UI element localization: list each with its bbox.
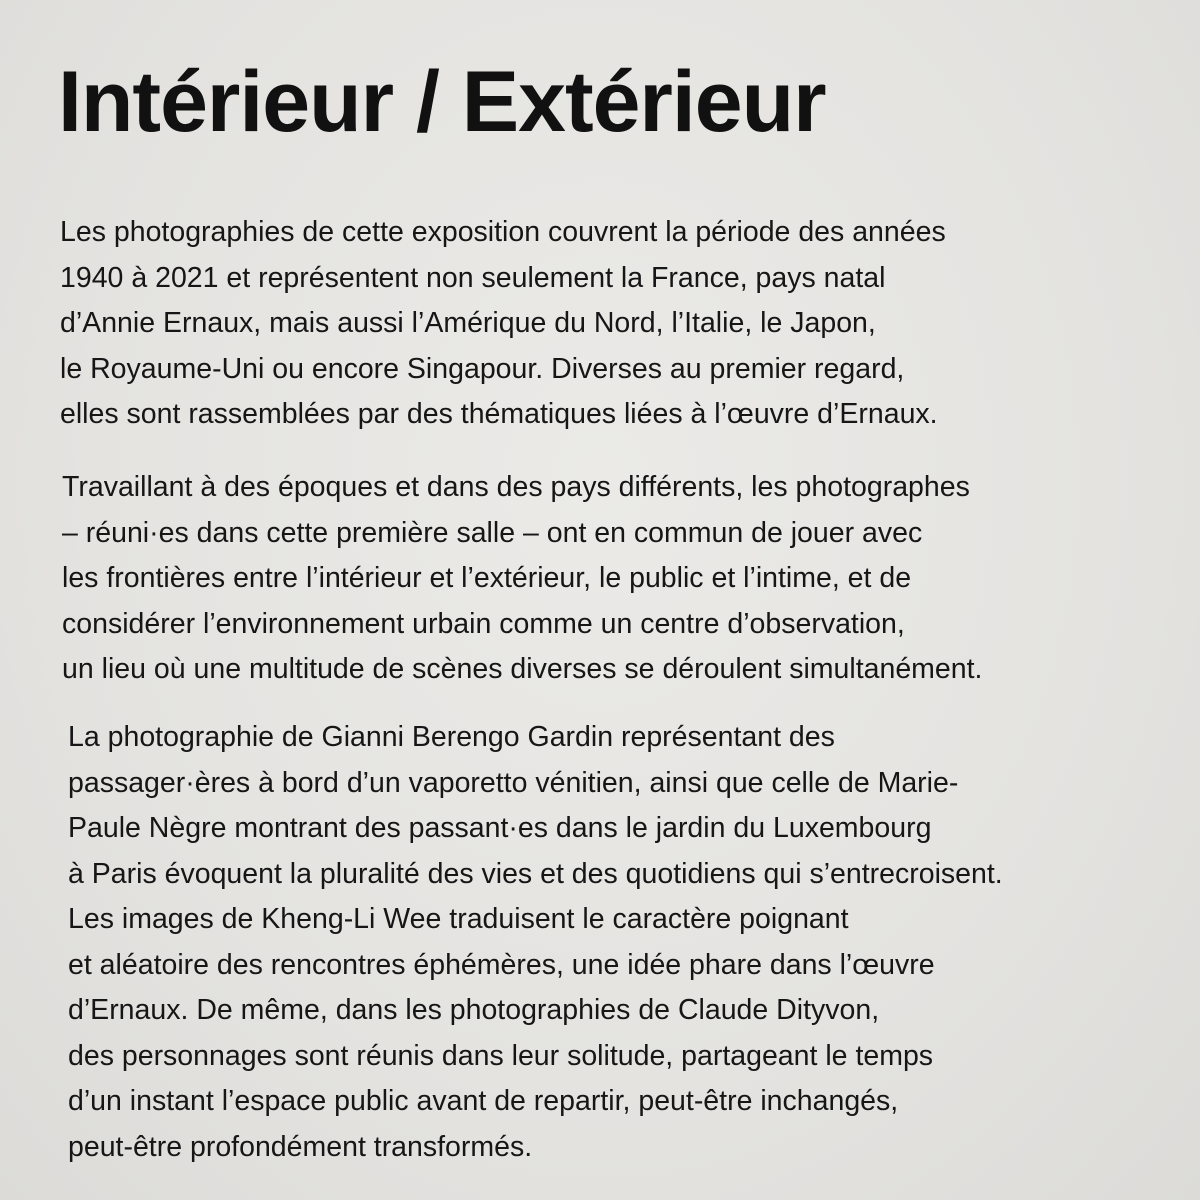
text-line: Paule Nègre montrant des passant·es dans le jardin du Luxembourg bbox=[68, 812, 932, 844]
text-line: d’un instant l’espace public avant de repartir, peut-être inchangés, bbox=[68, 1085, 899, 1117]
paragraph-photographers bbox=[62, 465, 982, 693]
text-line: elles sont rassemblées par des thématiques liées à l’œuvre d’Ernaux. bbox=[60, 398, 938, 430]
page-title: Intérieur / Extérieur bbox=[58, 54, 826, 150]
text-line: peut-être profondément transformés. bbox=[68, 1130, 533, 1163]
paragraph-intro bbox=[60, 210, 946, 438]
text-line: à Paris évoquent la pluralité des vies et des quotidiens qui s’entrecroisent. bbox=[68, 857, 1003, 890]
text-line: d’Annie Ernaux, mais aussi l’Amérique du Nord, l’Italie, le Japon, bbox=[60, 307, 876, 339]
text-line: 1940 à 2021 et représentent non seulement la France, pays natal bbox=[60, 261, 886, 294]
text-line: passager·ères à bord d’un vaporetto vénitien, ainsi que celle de Marie- bbox=[68, 766, 959, 799]
text-line: le Royaume-Uni ou encore Singapour. Diverses au premier regard, bbox=[60, 352, 905, 385]
text-line: les frontières entre l’intérieur et l’extérieur, le public et l’intime, et de bbox=[62, 562, 912, 594]
paragraph-works bbox=[68, 715, 1003, 1170]
text-line: et aléatoire des rencontres éphémères, une idée phare dans l’œuvre bbox=[68, 948, 935, 981]
text-line: un lieu où une multitude de scènes diverses se déroulent simultanément. bbox=[62, 653, 983, 685]
text-line: Les images de Kheng-Li Wee traduisent le caractère poignant bbox=[68, 903, 849, 935]
text-line: d’Ernaux. De même, dans les photographies de Claude Dityvon, bbox=[68, 994, 880, 1026]
text-line: La photographie de Gianni Berengo Gardin représentant des bbox=[68, 721, 835, 753]
text-line: Travaillant à des époques et dans des pays différents, les photographes bbox=[62, 471, 970, 503]
text-line: des personnages sont réunis dans leur solitude, partageant le temps bbox=[68, 1039, 934, 1072]
text-line: Les photographies de cette exposition couvrent la période des années bbox=[60, 216, 946, 248]
text-line: considérer l’environnement urbain comme un centre d’observation, bbox=[62, 607, 905, 640]
text-line: – réuni·es dans cette première salle – ont en commun de jouer avec bbox=[62, 516, 923, 549]
